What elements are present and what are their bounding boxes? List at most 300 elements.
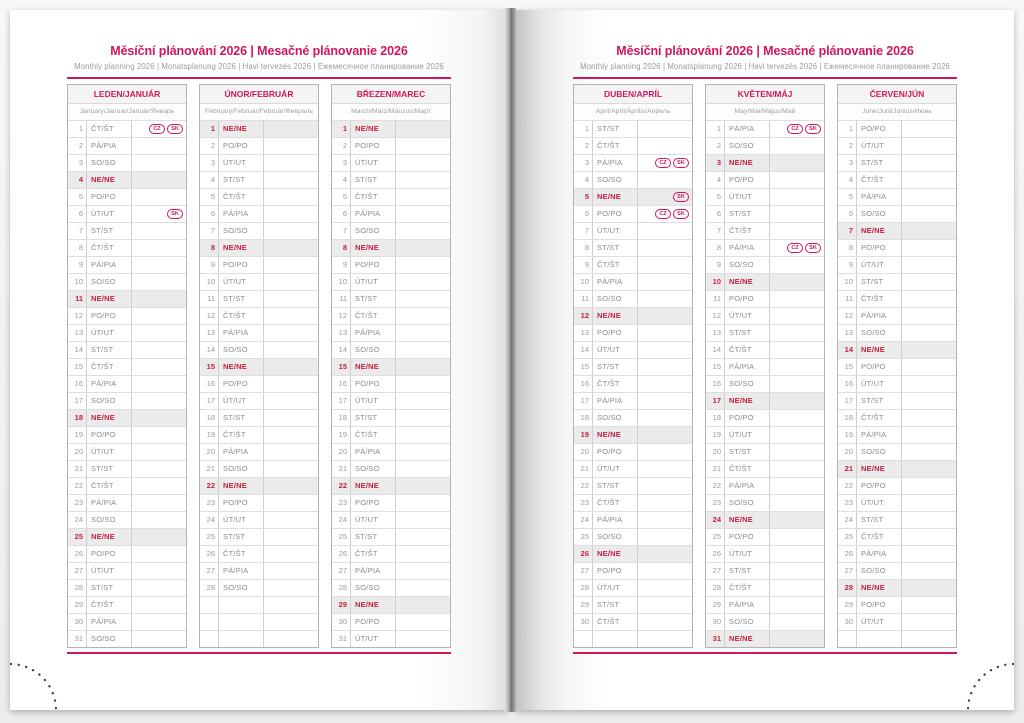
day-number: 21 (68, 461, 87, 477)
day-abbrev: PO/PO (593, 444, 638, 460)
day-number: 5 (332, 189, 351, 205)
month-subtitle: January/Januar/Január/Январь (68, 104, 186, 120)
day-number: 17 (838, 393, 857, 409)
day-row (200, 477, 318, 494)
day-note (902, 206, 956, 222)
day-row (574, 511, 692, 528)
day-abbrev: ČT/ŠT (593, 614, 638, 630)
day-note (264, 121, 318, 137)
day-number: 28 (574, 580, 593, 596)
day-note (396, 410, 450, 426)
day-note (264, 138, 318, 154)
empty-abbrev (219, 631, 264, 647)
day-row (838, 171, 956, 188)
day-note (638, 121, 692, 137)
day-abbrev: PO/PO (725, 529, 770, 545)
day-number: 11 (68, 291, 87, 307)
day-abbrev: SO/SO (351, 580, 396, 596)
empty-abbrev (593, 631, 638, 647)
day-abbrev: PO/PO (351, 138, 396, 154)
day-note (770, 529, 824, 545)
day-note (902, 359, 956, 375)
day-row (706, 205, 824, 222)
day-number: 9 (200, 257, 219, 273)
day-abbrev: ÚT/UT (87, 444, 132, 460)
day-row (200, 120, 318, 137)
day-abbrev: ČT/ŠT (725, 223, 770, 239)
day-number: 28 (68, 580, 87, 596)
day-number: 20 (332, 444, 351, 460)
holiday-badge-sk-icon: SK (673, 192, 689, 202)
day-note (264, 342, 318, 358)
day-abbrev: NE/NE (351, 597, 396, 613)
day-number: 21 (706, 461, 725, 477)
day-abbrev: ST/ST (593, 359, 638, 375)
day-note (132, 580, 186, 596)
day-number: 15 (200, 359, 219, 375)
day-note (902, 546, 956, 562)
day-number: 17 (706, 393, 725, 409)
day-abbrev: PÁ/PIA (593, 512, 638, 528)
day-note (902, 495, 956, 511)
day-abbrev: NE/NE (219, 240, 264, 256)
day-abbrev: PÁ/PIA (857, 189, 902, 205)
day-number: 11 (574, 291, 593, 307)
day-abbrev: ST/ST (857, 393, 902, 409)
day-number: 18 (574, 410, 593, 426)
day-number: 6 (332, 206, 351, 222)
day-abbrev: SO/SO (725, 614, 770, 630)
day-abbrev: PO/PO (857, 359, 902, 375)
day-row (200, 426, 318, 443)
day-abbrev: ST/ST (725, 444, 770, 460)
day-abbrev: ČT/ŠT (725, 461, 770, 477)
day-number: 15 (706, 359, 725, 375)
month-subtitle: May/Mai/Május/Май (706, 104, 824, 120)
day-number: 7 (332, 223, 351, 239)
day-number: 30 (838, 614, 857, 630)
day-note (638, 223, 692, 239)
day-row (68, 358, 186, 375)
day-abbrev: ČT/ŠT (87, 359, 132, 375)
day-number: 27 (332, 563, 351, 579)
day-number: 15 (574, 359, 593, 375)
day-note (770, 325, 824, 341)
day-row (706, 630, 824, 647)
holiday-badge-cz-icon: CZ (787, 124, 803, 134)
day-number: 22 (838, 478, 857, 494)
day-note (396, 274, 450, 290)
day-row (68, 562, 186, 579)
day-row (838, 205, 956, 222)
day-note (132, 444, 186, 460)
day-note (638, 274, 692, 290)
day-note (638, 495, 692, 511)
day-number: 19 (574, 427, 593, 443)
empty-row (838, 630, 956, 647)
day-note (770, 580, 824, 596)
day-number: 25 (838, 529, 857, 545)
day-number: 2 (200, 138, 219, 154)
day-number: 7 (574, 223, 593, 239)
day-abbrev: SO/SO (219, 580, 264, 596)
day-row (68, 137, 186, 154)
day-row (68, 630, 186, 647)
day-abbrev: PÁ/PIA (857, 427, 902, 443)
day-row (574, 596, 692, 613)
empty-note (902, 631, 956, 647)
day-number: 29 (332, 597, 351, 613)
day-row (200, 511, 318, 528)
day-number: 9 (838, 257, 857, 273)
day-number: 8 (332, 240, 351, 256)
day-abbrev: SO/SO (219, 342, 264, 358)
day-row (332, 239, 450, 256)
day-number: 24 (332, 512, 351, 528)
day-number: 21 (838, 461, 857, 477)
day-number: 24 (68, 512, 87, 528)
day-number: 6 (68, 206, 87, 222)
day-abbrev: PÁ/PIA (857, 546, 902, 562)
day-abbrev: SO/SO (351, 342, 396, 358)
day-number: 18 (706, 410, 725, 426)
day-number: 19 (332, 427, 351, 443)
day-abbrev: ČT/ŠT (857, 410, 902, 426)
day-note (264, 529, 318, 545)
day-row (200, 205, 318, 222)
day-abbrev: ČT/ŠT (87, 478, 132, 494)
day-note (638, 393, 692, 409)
day-number: 7 (68, 223, 87, 239)
day-abbrev: SO/SO (725, 376, 770, 392)
month-table (331, 84, 451, 648)
day-note (396, 631, 450, 647)
day-row (200, 324, 318, 341)
day-row (838, 545, 956, 562)
day-abbrev: SO/SO (87, 274, 132, 290)
day-abbrev: ST/ST (351, 291, 396, 307)
empty-row (200, 596, 318, 613)
day-abbrev: PO/PO (219, 257, 264, 273)
day-row (706, 307, 824, 324)
day-abbrev: SO/SO (87, 512, 132, 528)
day-row (574, 528, 692, 545)
day-note (396, 189, 450, 205)
day-row (332, 528, 450, 545)
day-abbrev: ÚT/UT (351, 274, 396, 290)
day-abbrev: PÁ/PIA (219, 206, 264, 222)
day-note (770, 614, 824, 630)
day-row (706, 290, 824, 307)
day-note (264, 461, 318, 477)
day-abbrev: PO/PO (351, 614, 396, 630)
day-number: 21 (332, 461, 351, 477)
day-number: 30 (706, 614, 725, 630)
day-abbrev: NE/NE (351, 359, 396, 375)
day-number: 4 (706, 172, 725, 188)
day-number: 1 (68, 121, 87, 137)
day-number: 5 (68, 189, 87, 205)
day-row (574, 290, 692, 307)
day-row (574, 341, 692, 358)
day-number: 31 (332, 631, 351, 647)
day-number: 30 (68, 614, 87, 630)
day-row (332, 426, 450, 443)
day-note (902, 325, 956, 341)
day-abbrev: ST/ST (219, 410, 264, 426)
day-row (706, 426, 824, 443)
day-row (706, 562, 824, 579)
day-number: 3 (200, 155, 219, 171)
day-row (68, 579, 186, 596)
day-abbrev: SO/SO (593, 410, 638, 426)
day-number: 17 (332, 393, 351, 409)
day-note (770, 376, 824, 392)
day-note (132, 189, 186, 205)
day-note (902, 597, 956, 613)
day-abbrev: PO/PO (87, 189, 132, 205)
day-number: 26 (68, 546, 87, 562)
day-number: 26 (332, 546, 351, 562)
day-note (132, 546, 186, 562)
day-number: 14 (332, 342, 351, 358)
day-row (200, 171, 318, 188)
day-note (264, 359, 318, 375)
day-abbrev: ST/ST (857, 155, 902, 171)
day-note (132, 240, 186, 256)
day-abbrev: PÁ/PIA (593, 393, 638, 409)
day-row (838, 324, 956, 341)
months-container-right (573, 84, 957, 648)
day-number: 26 (200, 546, 219, 562)
day-number: 23 (332, 495, 351, 511)
month-subtitle: April/April/Április/Апрель (574, 104, 692, 120)
day-number: 24 (574, 512, 593, 528)
day-number: 1 (706, 121, 725, 137)
top-rule (573, 77, 957, 79)
day-abbrev: ČT/ŠT (87, 240, 132, 256)
day-row (838, 596, 956, 613)
day-row (838, 341, 956, 358)
day-row (332, 443, 450, 460)
day-abbrev: SO/SO (87, 155, 132, 171)
day-note (902, 461, 956, 477)
month-table (837, 84, 957, 648)
day-row (574, 120, 692, 137)
day-row (706, 154, 824, 171)
day-abbrev: ČT/ŠT (219, 546, 264, 562)
day-note (264, 393, 318, 409)
day-number: 31 (68, 631, 87, 647)
day-number: 8 (706, 240, 725, 256)
day-row (68, 154, 186, 171)
holiday-badge-sk-icon: SK (167, 124, 183, 134)
day-row (838, 579, 956, 596)
day-number: 11 (332, 291, 351, 307)
day-abbrev: ST/ST (87, 461, 132, 477)
day-number: 25 (68, 529, 87, 545)
day-note (638, 172, 692, 188)
day-number: 19 (706, 427, 725, 443)
day-abbrev: ČT/ŠT (351, 427, 396, 443)
day-row (706, 358, 824, 375)
day-abbrev: PÁ/PIA (593, 274, 638, 290)
day-number: 12 (838, 308, 857, 324)
day-number: 11 (838, 291, 857, 307)
day-row (574, 477, 692, 494)
day-row (706, 324, 824, 341)
day-note (638, 359, 692, 375)
day-note (902, 563, 956, 579)
empty-number (200, 631, 219, 647)
day-row (332, 409, 450, 426)
day-note (396, 563, 450, 579)
day-row (332, 137, 450, 154)
day-number: 28 (200, 580, 219, 596)
day-row (574, 613, 692, 630)
day-note (638, 478, 692, 494)
day-note (902, 614, 956, 630)
month-table (705, 84, 825, 648)
day-abbrev: NE/NE (87, 172, 132, 188)
day-number: 3 (838, 155, 857, 171)
day-row (68, 324, 186, 341)
day-number: 8 (838, 240, 857, 256)
day-note (638, 546, 692, 562)
holiday-badge-sk-icon: SK (673, 158, 689, 168)
day-abbrev: SO/SO (593, 172, 638, 188)
empty-note (264, 597, 318, 613)
day-number: 1 (332, 121, 351, 137)
day-abbrev: ÚT/UT (593, 223, 638, 239)
day-note (132, 342, 186, 358)
day-note (770, 512, 824, 528)
day-note (770, 206, 824, 222)
day-number: 4 (68, 172, 87, 188)
day-row (68, 528, 186, 545)
day-note (264, 291, 318, 307)
day-abbrev: NE/NE (857, 223, 902, 239)
day-note (902, 155, 956, 171)
day-note (264, 563, 318, 579)
day-number: 26 (574, 546, 593, 562)
month-table (67, 84, 187, 648)
day-row (706, 120, 824, 137)
day-abbrev: ÚT/UT (593, 580, 638, 596)
day-note (770, 291, 824, 307)
day-row (332, 256, 450, 273)
day-abbrev: ČT/ŠT (219, 308, 264, 324)
day-note (264, 495, 318, 511)
day-note (770, 597, 824, 613)
day-abbrev: PO/PO (857, 597, 902, 613)
day-row (838, 358, 956, 375)
day-number: 30 (574, 614, 593, 630)
day-number: 16 (332, 376, 351, 392)
day-number: 4 (200, 172, 219, 188)
day-row (200, 528, 318, 545)
day-note (264, 308, 318, 324)
day-abbrev: ÚT/UT (725, 427, 770, 443)
day-abbrev: ST/ST (351, 172, 396, 188)
day-number: 29 (574, 597, 593, 613)
day-note (770, 240, 824, 256)
day-abbrev: PO/PO (593, 563, 638, 579)
day-abbrev: PO/PO (593, 325, 638, 341)
day-number: 2 (68, 138, 87, 154)
empty-row (574, 630, 692, 647)
day-note (132, 512, 186, 528)
day-abbrev: ST/ST (725, 206, 770, 222)
day-row (68, 375, 186, 392)
day-row (838, 477, 956, 494)
day-row (706, 460, 824, 477)
day-row (706, 273, 824, 290)
day-note (264, 410, 318, 426)
day-abbrev: SO/SO (87, 393, 132, 409)
day-number: 9 (68, 257, 87, 273)
day-abbrev: ÚT/UT (857, 614, 902, 630)
month-table (199, 84, 319, 648)
day-abbrev: ÚT/UT (87, 206, 132, 222)
day-note (132, 359, 186, 375)
day-abbrev: PÁ/PIA (87, 376, 132, 392)
empty-abbrev (857, 631, 902, 647)
day-row (200, 290, 318, 307)
day-row (574, 324, 692, 341)
day-abbrev: PÁ/PIA (219, 444, 264, 460)
day-abbrev: NE/NE (857, 461, 902, 477)
day-note (264, 512, 318, 528)
day-number: 5 (574, 189, 593, 205)
day-abbrev: ČT/ŠT (219, 427, 264, 443)
day-row (838, 562, 956, 579)
day-row (838, 120, 956, 137)
day-note (638, 325, 692, 341)
day-note (902, 580, 956, 596)
day-note (902, 172, 956, 188)
day-note (396, 478, 450, 494)
day-note (638, 427, 692, 443)
day-number: 28 (706, 580, 725, 596)
day-abbrev: PO/PO (725, 291, 770, 307)
day-row (332, 511, 450, 528)
day-note (132, 206, 186, 222)
day-note (132, 308, 186, 324)
day-note (902, 291, 956, 307)
day-number: 27 (200, 563, 219, 579)
day-note (638, 291, 692, 307)
day-number: 13 (706, 325, 725, 341)
months-container-left (67, 84, 451, 648)
day-row (200, 273, 318, 290)
day-abbrev: SO/SO (219, 461, 264, 477)
empty-note (264, 631, 318, 647)
holiday-badge-cz-icon: CZ (149, 124, 165, 134)
day-row (706, 477, 824, 494)
day-abbrev: PÁ/PIA (87, 138, 132, 154)
day-abbrev: ST/ST (87, 223, 132, 239)
day-abbrev: PÁ/PIA (351, 206, 396, 222)
day-row (200, 154, 318, 171)
day-row (332, 477, 450, 494)
day-abbrev: ÚT/UT (593, 461, 638, 477)
day-row (706, 579, 824, 596)
day-row (68, 273, 186, 290)
day-row (574, 358, 692, 375)
day-note (770, 155, 824, 171)
day-row (332, 205, 450, 222)
